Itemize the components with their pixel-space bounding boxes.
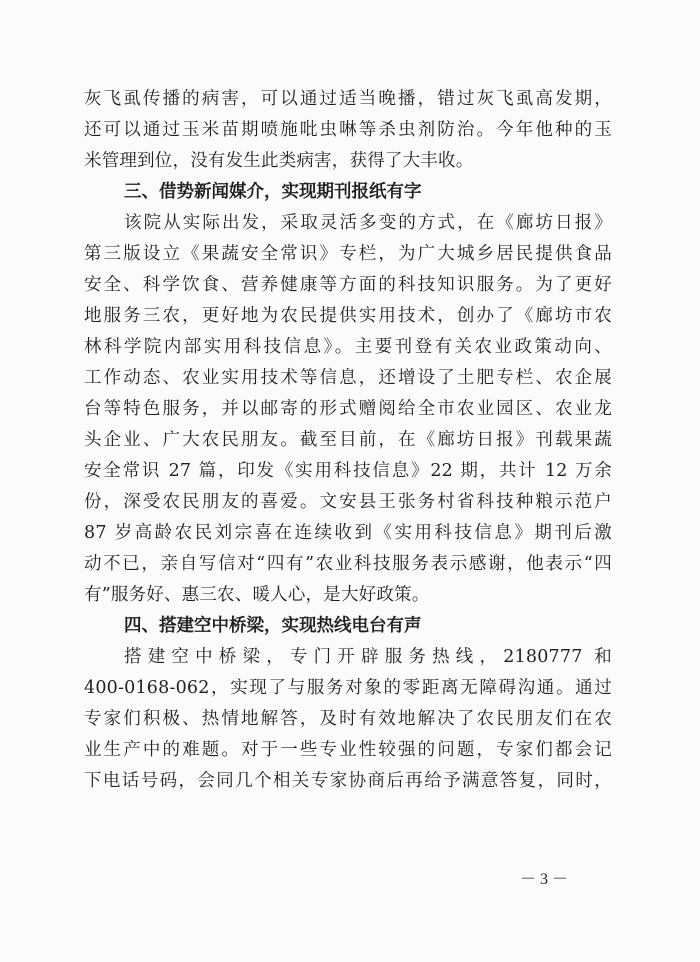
section-3-line-4: 地服务三农，更好地为农民提供实用技术，创办了《廊坊市农 — [84, 306, 612, 326]
section-4-line-2: 400-0168-062，实现了与服务对象的零距离无障碍沟通。通过 — [84, 678, 612, 698]
section-3-line-1: 该院从实际出发，采取灵活多变的方式，在《廊坊日报》 — [124, 213, 612, 233]
section-3-line-13: 有”服务好、惠三农、暖人心，是大好政策。 — [84, 585, 430, 605]
section-3-line-2: 第三版设立《果蔬安全常识》专栏，为广大城乡居民提供食品 — [84, 244, 612, 264]
paragraph-1-line-1: 灰飞虱传播的病害，可以通过适当晚播，错过灰飞虱高发期， — [84, 89, 612, 109]
page-number: － 3 － — [520, 871, 569, 888]
section-4-line-1: 搭建空中桥梁，专门开辟服务热线，2180777 和 — [124, 647, 612, 667]
section-3-line-11: 87 岁高龄农民刘宗喜在连续收到《实用科技信息》期刊后激 — [84, 523, 612, 543]
paragraph-1-line-2: 还可以通过玉米苗期喷施吡虫啉等杀虫剂防治。今年他种的玉 — [84, 120, 612, 140]
section-4-heading: 四、搭建空中桥梁，实现热线电台有声 — [124, 616, 422, 636]
section-3-line-7: 台等特色服务，并以邮寄的形式赠阅给全市农业园区、农业龙 — [84, 399, 612, 419]
section-3-heading: 三、借势新闻媒介，实现期刊报纸有字 — [124, 182, 422, 202]
document-body — [84, 84, 612, 797]
section-3-line-5: 林科学院内部实用科技信息》。主要刊登有关农业政策动向、 — [84, 337, 612, 357]
section-3-line-9: 安全常识 27 篇，印发《实用科技信息》22 期，共计 12 万余 — [84, 461, 612, 481]
section-4-line-4: 业生产中的难题。对于一些专业性较强的问题，专家们都会记 — [84, 740, 612, 760]
paragraph-1-line-3: 米管理到位，没有发生此类病害，获得了大丰收。 — [84, 151, 474, 171]
section-4-line-5: 下电话号码，会同几个相关专家协商后再给予满意答复，同时， — [84, 771, 612, 791]
section-3-line-10: 份，深受农民朋友的喜爱。文安县王张务村省科技种粮示范户 — [84, 492, 612, 512]
section-3-line-8: 头企业、广大农民朋友。截至目前，在《廊坊日报》刊载果蔬 — [84, 430, 612, 450]
section-3-line-6: 工作动态、农业实用技术等信息，还增设了土肥专栏、农企展 — [84, 368, 612, 388]
section-3-line-3: 安全、科学饮食、营养健康等方面的科技知识服务。为了更好 — [84, 275, 612, 295]
section-3-line-12: 动不已，亲自写信对“四有”农业科技服务表示感谢，他表示“四 — [84, 554, 612, 574]
section-4-line-3: 专家们积极、热情地解答，及时有效地解决了农民朋友们在农 — [84, 709, 612, 729]
